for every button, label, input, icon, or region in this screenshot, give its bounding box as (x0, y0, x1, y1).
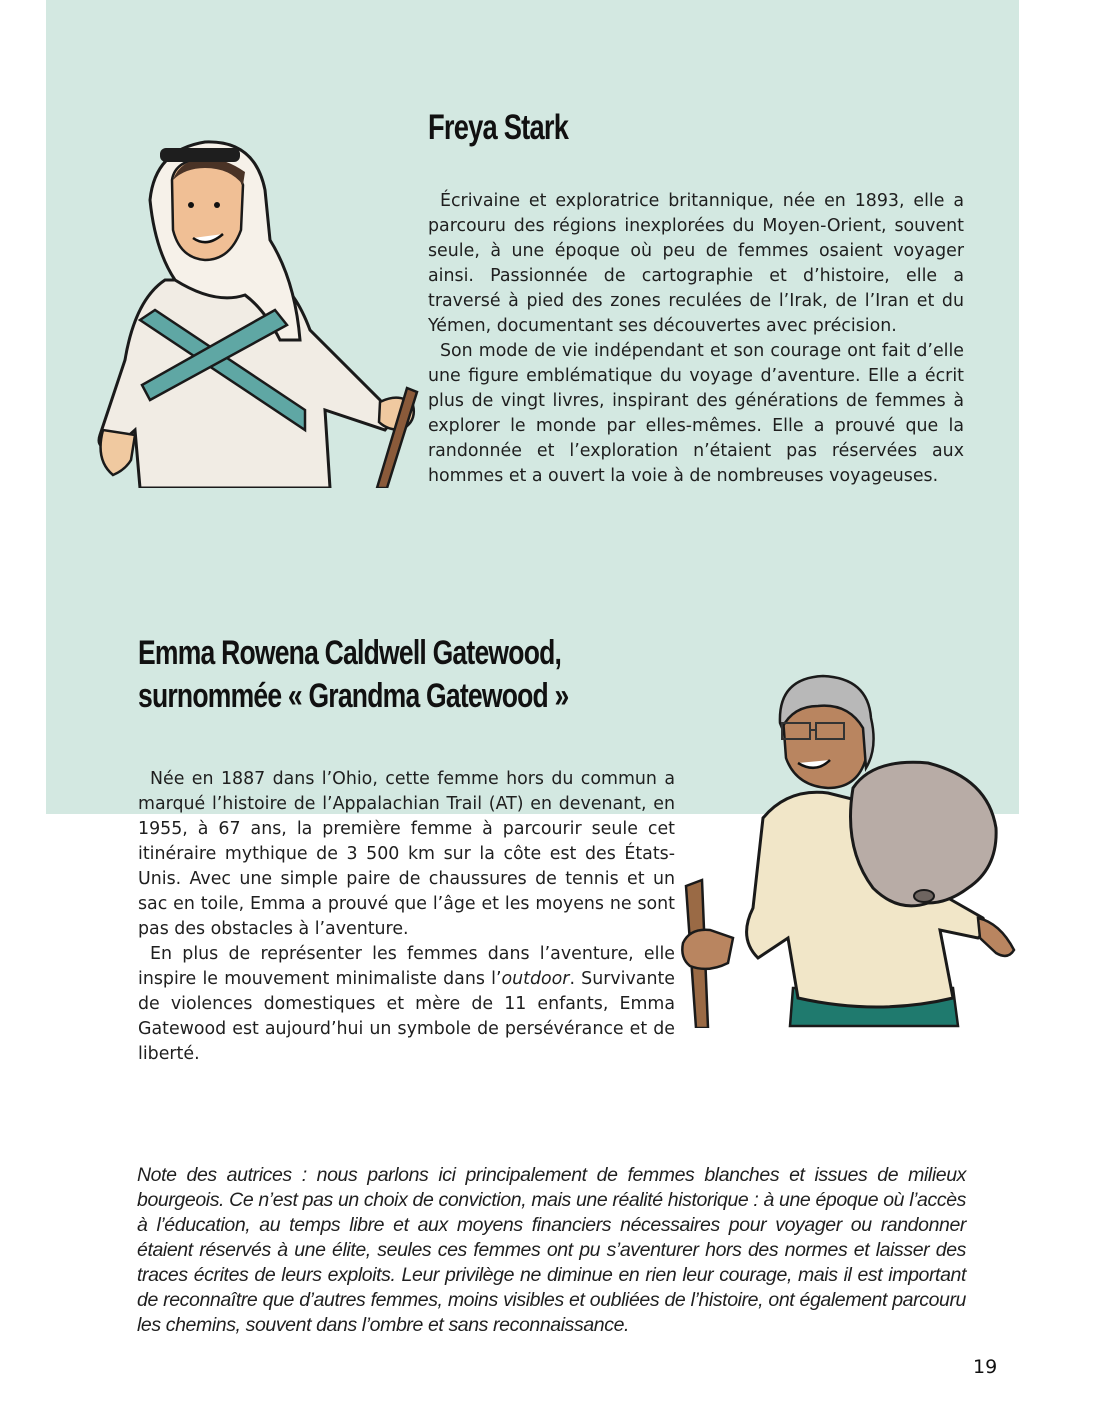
emma-gatewood-bio (138, 767, 675, 1067)
agal-headband (160, 148, 240, 162)
bio-paragraph (138, 942, 675, 1067)
bio-paragraph: Écrivaine et exploratrice britannique, née en 1893, elle a parcouru des régions inexplorées du Moyen-Orient, souvent seule, à une époque où peu de femmes osaient voyager ainsi. Passionnée de cartographie et d’histoire, elle a traversé à pied des zones reculées de l’Irak, de l’Iran et du Yémen, documentant ses découvertes avec précision. (428, 191, 964, 336)
right-hand (978, 918, 1014, 956)
section-title-emma-gatewood (138, 632, 569, 718)
title-line-2: surnommée « Grandma Gatewood » (138, 677, 569, 715)
authors-note: Note des autrices : nous parlons ici principalement de femmes blanches et issues de milieux bourgeois. Ce n’est pas un choix de conviction, mais une réalité historique : à une époque où l’accès à l’éducation, au temps libre et aux moyens financiers nécessaires pour voyager ou randonner étaient réservés à une élite, seules ces femmes ont pu s’aventurer hors des normes et laisser des traces écrites de leurs exploits. Leur privilège ne diminue en rien leur courage, mais il est important de reconnaître que d’autres femmes, moins visibles et oubliées de l’histoire, ont également parcouru les chemins, souvent dans l’ombre et sans reconnaissance. (137, 1164, 966, 1336)
emma-gatewood-illustration (678, 668, 1018, 1028)
left-hand (682, 930, 733, 969)
canvas-sack (851, 762, 997, 906)
freya-stark-bio (428, 189, 964, 489)
italic-term: outdoor (501, 969, 570, 989)
freya-stark-illustration (95, 130, 425, 488)
text-run: . Survivante de violences domestiques et mère de 11 enfants, Emma Gatewood est aujourd’hui un symbole de persévérance et de liberté. (138, 969, 675, 1064)
bio-paragraph: Son mode de vie indépendant et son courage ont fait d’elle une figure emblématique du voyage d’aventure. Elle a écrit plus de vingt livres, inspirant des générations de femmes à explorer le monde par elles-mêmes. Elle a prouvé que la randonnée et l’exploration n’étaient pas réservées aux hommes et a ouvert la voie à de nombreuses voyageuses. (428, 341, 964, 486)
text-run: En plus de représenter les femmes dans l’aventure, elle inspire le mouvement minimaliste dans l’ (138, 944, 675, 989)
section-title-freya-stark: Freya Stark (428, 108, 569, 147)
title-line-1: Emma Rowena Caldwell Gatewood, (138, 634, 562, 672)
left-hand (101, 430, 135, 475)
bio-paragraph: Née en 1887 dans l’Ohio, cette femme hors du commun a marqué l’histoire de l’Appalachian Trail (AT) en devenant, en 1955, à 67 ans, la première femme à parcourir seule cet itinéraire mythique de 3 500 km sur la côte est des États-Unis. Avec une simple paire de chaussures de tennis et un sac en toile, Emma a prouvé que l’âge et les moyens ne sont pas des obstacles à l’aventure. (138, 769, 675, 939)
page-number: 19 (973, 1356, 998, 1378)
